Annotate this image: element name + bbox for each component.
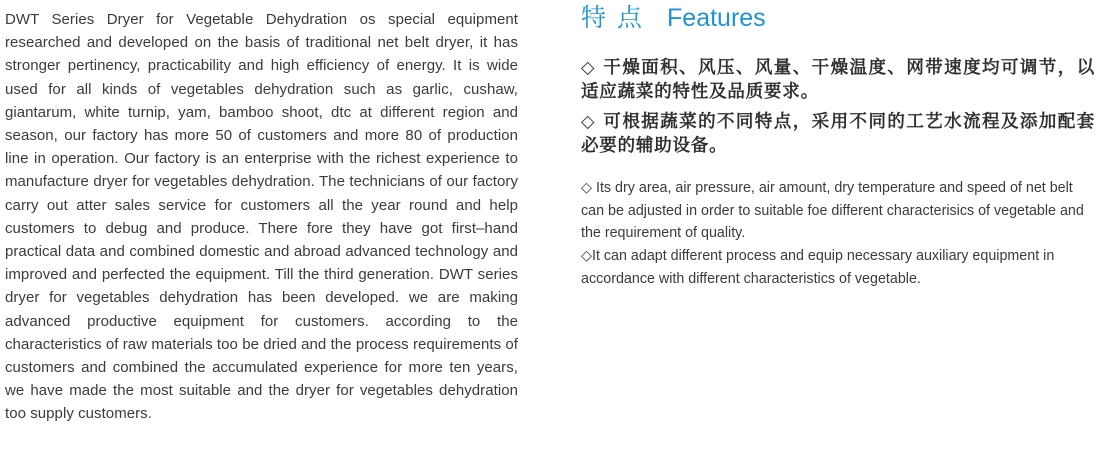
feature-item-english: ◇It can adapt different process and equip necessary auxiliary equipment in accordance with different characteristics of vegetable. bbox=[581, 248, 1055, 287]
features-list-chinese bbox=[581, 57, 1095, 165]
features-section bbox=[581, 0, 1095, 287]
features-title-english: Features bbox=[667, 4, 766, 32]
intro-paragraph: DWT Series Dryer for Vegetable Dehydration os special equipment researched and developed on the basis of traditional net belt dryer, it has stronger pertinency, practicability and high efficiency of energy. It is wide used for all kinds of vegetables dehydration such as garlic, cushaw, giantarum, white turnip, yam, bamboo shoot, dtc at different region and season, our factory has more 50 of customers and more 80 of production line in operation. Our factory is an enterprise with the richest experience to manufacture dryer for vegetables dehydration. The technicians of our factory carry out atter sales service for customers all the year round and help customers to debug and produce. There fore they have got first–hand practical data and combined domestic and abroad advanced technology and improved and perfected the equipment. Till the third generation. DWT series dryer for vegetables dehydration has been developed. we are making advanced productive equipment for customers. according to the characteristics of raw materials too be dried and the process requirements of customers and combined the accumulated experience for more ten years, we have made the most suitable and the dryer for vegetables dehydration too supply customers. bbox=[5, 11, 518, 423]
features-list-english bbox=[581, 177, 1095, 291]
feature-item-english: ◇ Its dry area, air pressure, air amount, dry temperature and speed of net belt can be adjusted in order to suitable foe different characterisics of vegetable and the requirement of quality. bbox=[581, 180, 1084, 242]
features-heading bbox=[581, 0, 1095, 36]
features-title-chinese: 特点 bbox=[581, 3, 654, 32]
feature-item-chinese: ◇ 干燥面积、风压、风量、干燥温度、网带速度均可调节，以适应蔬菜的特性及品质要求。 bbox=[581, 58, 1095, 102]
feature-item-chinese: ◇ 可根据蔬菜的不同特点，采用不同的工艺水流程及添加配套必要的辅助设备。 bbox=[581, 112, 1095, 156]
